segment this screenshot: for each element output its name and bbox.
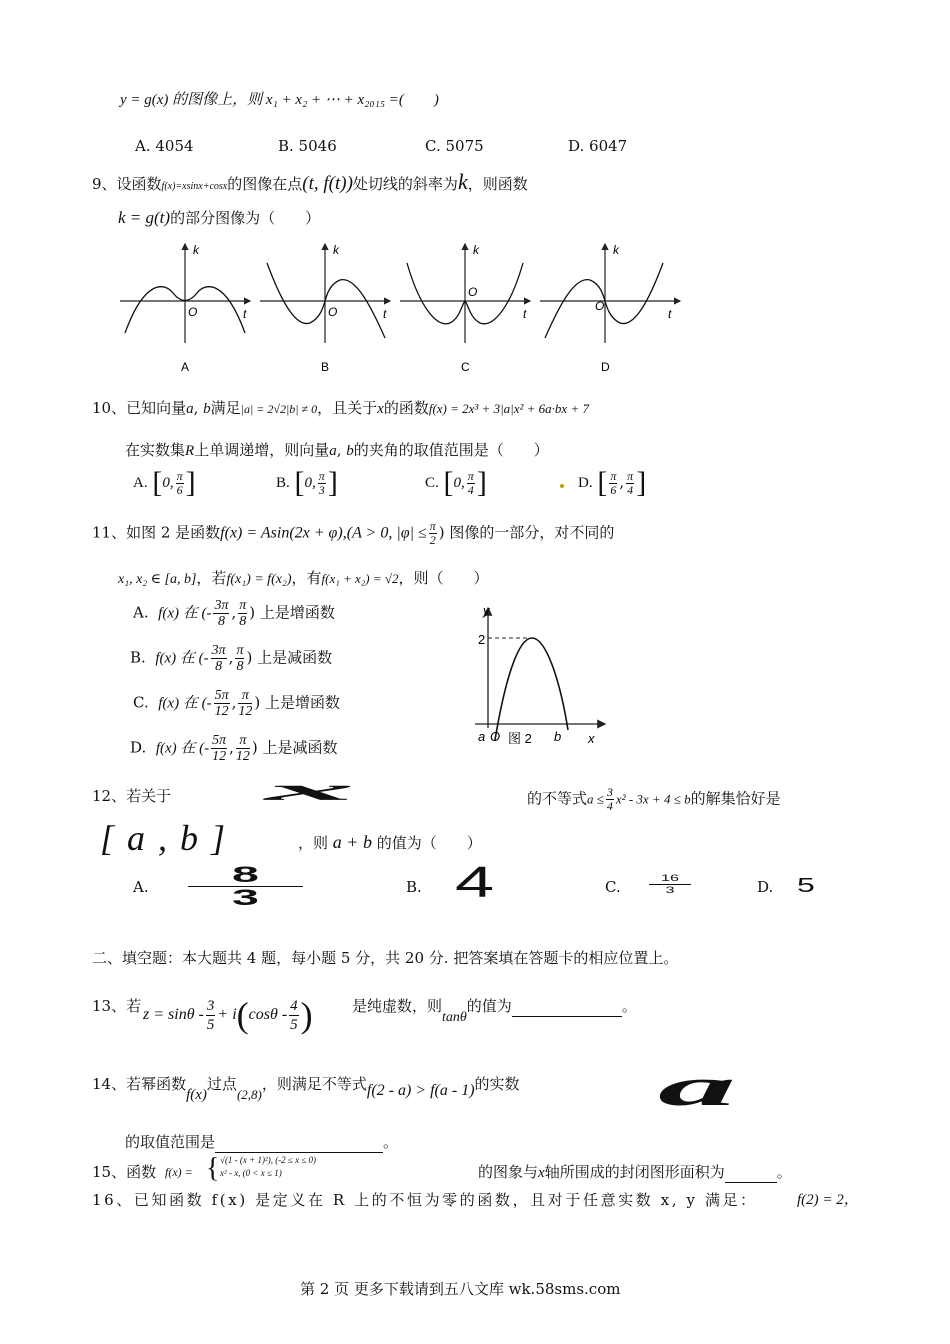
q11-fig-b: b bbox=[554, 729, 562, 744]
q9-graph-b-t: t bbox=[383, 307, 387, 321]
q10-line2-end: 的夹角的取值范围是（ ） bbox=[353, 441, 549, 459]
q11-fig-y: y bbox=[483, 603, 490, 618]
q12-option-d-label: D. bbox=[757, 878, 774, 896]
q11-option-d: D. f(x) 在 (- $\frac{5\pi}{12}$ , $\frac{\pi}{12}$ ) 上是减函数 bbox=[130, 733, 338, 764]
q10-vec-b: b bbox=[203, 401, 211, 417]
q8-option-b: B. 5046 bbox=[278, 137, 337, 155]
q9-graph-b-k: k bbox=[333, 243, 339, 257]
q12-label: 12、若关于 bbox=[92, 787, 172, 805]
q9-text: 的图像在点 bbox=[227, 175, 303, 193]
q11-fig-peak: 2 bbox=[478, 632, 486, 647]
q11-figure bbox=[470, 600, 620, 755]
q15-brace: { bbox=[206, 1153, 220, 1184]
q10-line2: 在实数集R上单调递增，则向量a, b的夹角的取值范围是（ ） bbox=[125, 441, 549, 459]
q9-label-a: A bbox=[181, 360, 190, 374]
q10-cond-word: 满足 bbox=[210, 399, 241, 417]
q9-text2: 处切线的斜率为 bbox=[352, 175, 458, 193]
q10-vec-b2: b bbox=[346, 443, 354, 459]
q10-option-b: B. [0, $\frac{\pi}{3}$ ] bbox=[276, 466, 338, 499]
q11-line1 bbox=[92, 520, 614, 547]
q10-line1: 10、已知向量a, b满足|a| = 2√2|b| ≠ 0，且关于x的函数f(x) = 2x³ + 3|a|x² + 6a·bx + 7 bbox=[92, 399, 589, 417]
q11-option-c: C. f(x) 在 (- $\frac{5\pi}{12}$ , $\frac{\pi}{12}$ ) 上是增函数 bbox=[133, 688, 340, 719]
q12-big-x: x bbox=[265, 772, 349, 808]
q11-option-b: B. f(x) 在 (- $\frac{3\pi}{8}$ , $\frac{\pi}{8}$ ) 上是减函数 bbox=[130, 643, 333, 674]
q11-fig-x: x bbox=[588, 731, 595, 746]
q9-label-d: D bbox=[601, 360, 610, 374]
q9-graph-c bbox=[400, 243, 530, 374]
q9-graph-a-t: t bbox=[243, 307, 247, 321]
q11-frac-den: 2 bbox=[429, 533, 436, 547]
q11-fig-o: O bbox=[490, 729, 501, 744]
q14-big-a: a bbox=[658, 1062, 736, 1112]
q11-fig-caption: 图 2 bbox=[508, 731, 532, 746]
q13-rest: 是纯虚数，则tanθ的值为 。 bbox=[352, 997, 637, 1025]
q15-rest: 的图象与x轴所围成的封闭图形面积为 。 bbox=[478, 1163, 792, 1181]
q12-option-c-label: C. bbox=[605, 878, 621, 896]
q12-option-b-value: 4 bbox=[455, 858, 495, 907]
q10-var-x: x bbox=[377, 401, 384, 417]
q12-option-a-value: 8 3 bbox=[188, 866, 303, 910]
q11-line1-post: ) 图像的一部分，对不同的 bbox=[438, 523, 615, 542]
q9-label-c: C bbox=[461, 360, 470, 374]
q9-line2 bbox=[118, 208, 320, 228]
q8-option-c: C. 5075 bbox=[425, 137, 484, 155]
q9-label: 9、设函数 bbox=[92, 175, 162, 193]
q9-point: (t, f(t)) bbox=[302, 173, 353, 194]
q12-option-c-value: 16 3 bbox=[645, 874, 695, 895]
q12-line2: ，则 a + b 的值为（ ） bbox=[298, 832, 482, 852]
q10-mid: ，且关于 bbox=[317, 399, 378, 417]
q10-line2-text: 上单调递增，则向量 bbox=[194, 441, 330, 459]
q11-fig-a: a bbox=[478, 729, 486, 744]
q9-graph-d-t: t bbox=[668, 307, 672, 321]
q10-option-a: A. [0, $\frac{\pi}{6}$ ] bbox=[133, 466, 196, 499]
q9-line1 bbox=[92, 169, 528, 197]
q11-frac-num: π bbox=[429, 519, 436, 533]
q10-func-word: 的函数 bbox=[383, 399, 429, 417]
q9-g-func: k = g(t) bbox=[118, 208, 171, 227]
q11-option-a: A. f(x) 在 (- $\frac{3\pi}{8}$ , $\frac{\pi}{8}$ ) 上是增函数 bbox=[133, 598, 335, 629]
q9-graph-a-k: k bbox=[193, 243, 199, 257]
q13-expression: z = sinθ - $\frac{3}{5}$ + i(cosθ - $\frac{4}{5}$ ) bbox=[143, 995, 313, 1035]
q10-cond: |a| = 2√2|b| ≠ 0 bbox=[240, 402, 318, 416]
q9-graph-d-o: O bbox=[595, 299, 605, 313]
q11-line2: x₁, x₂ ∈ [a, b]，若f(x₁) = f(x₂)，有f(x₁ + x₂) = √2，则（ ） bbox=[118, 569, 489, 587]
q9-graph-a bbox=[120, 243, 250, 374]
q9-graphs bbox=[115, 238, 695, 378]
q11-function: f(x) = Asin(2x + φ),(A > 0, |φ| ≤ bbox=[220, 524, 427, 542]
q12-interval: [ a , b ] bbox=[100, 818, 228, 858]
q11-label: 11、如图 2 是函数 bbox=[92, 523, 221, 542]
q9-text4: 的部分图像为（ ） bbox=[170, 209, 321, 227]
q9-graph-b-o: O bbox=[328, 305, 338, 319]
q9-graph-c-o: O bbox=[468, 285, 478, 299]
q10-vec-a2: a bbox=[329, 443, 337, 459]
q9-graph-b bbox=[260, 243, 390, 374]
q9-k: k bbox=[457, 169, 468, 194]
q10-vec-a: a bbox=[186, 401, 194, 417]
q10-option-c: C. [0, $\frac{\pi}{4}$ ] bbox=[425, 466, 487, 499]
q12-option-a-label: A. bbox=[133, 878, 149, 896]
q10-set-r: R bbox=[185, 443, 195, 459]
q9-label-b: B bbox=[321, 360, 330, 374]
page-footer: 第 2 页 更多下载请到五八文库 wk.58sms.com bbox=[300, 1280, 621, 1298]
q8-option-d: D. 6047 bbox=[568, 137, 628, 155]
q12-option-d-value: 5 bbox=[797, 875, 815, 897]
q14-line1: 14、若幂函数f(x)过点(2,8)，则满足不等式f(2 - a) > f(a - 1)的实数 bbox=[92, 1075, 520, 1103]
q15-pieces: √(1 - (x + 1)²), (-2 ≤ x ≤ 0) x² - x, (0 < x ≤ 1) bbox=[220, 1155, 317, 1178]
q14-line2: 的取值范围是 。 bbox=[125, 1133, 399, 1151]
q10-function: f(x) = 2x³ + 3|a|x² + 6a·bx + 7 bbox=[428, 401, 589, 416]
q9-graph-d-k: k bbox=[613, 243, 619, 257]
section-2-heading: 二、填空题：本大题共 4 题，每小题 5 分，共 20 分. 把答案填在答题卡的相应位置上。 bbox=[92, 949, 679, 967]
q16-line: 16、已知函数 f(x) 是定义在 R 上的不恒为零的函数，且对于任意实数 x, y 满足： bbox=[92, 1191, 758, 1209]
q9-graph-c-k: k bbox=[473, 243, 479, 257]
stray-dot bbox=[560, 484, 564, 488]
q10-option-d: D. [ $\frac{\pi}{6}$ , $\frac{\pi}{4}$ ] bbox=[578, 466, 647, 499]
q9-graph-a-o: O bbox=[188, 305, 198, 319]
q8-option-a: A. 4054 bbox=[135, 137, 194, 155]
q8-line: y = g(x) 的图像上，则 x₁ + x₂ + ⋯ + x₂₀₁₅ =( ) bbox=[120, 92, 439, 108]
q13-label: 13、若 bbox=[92, 997, 142, 1015]
q15-func: f(x) = bbox=[165, 1165, 193, 1179]
q12-line1-rest: 的不等式a ≤ $\frac{3}{4}$ x² - 3x + 4 ≤ b的解集恰好是 bbox=[527, 785, 781, 813]
q12-option-b-label: B. bbox=[406, 878, 422, 896]
q9-text3: ，则函数 bbox=[467, 175, 528, 193]
q9-graph-c-t: t bbox=[523, 307, 527, 321]
q10-label: 10、已知向量 bbox=[92, 399, 187, 417]
q15-label: 15、函数 bbox=[92, 1163, 157, 1181]
q9-graph-d bbox=[540, 243, 680, 374]
q16-cond: f(2) = 2， bbox=[797, 1192, 859, 1208]
q10-line2-pre: 在实数集 bbox=[125, 441, 186, 459]
q9-function: f(x)=xsinx+cosx bbox=[161, 181, 228, 192]
